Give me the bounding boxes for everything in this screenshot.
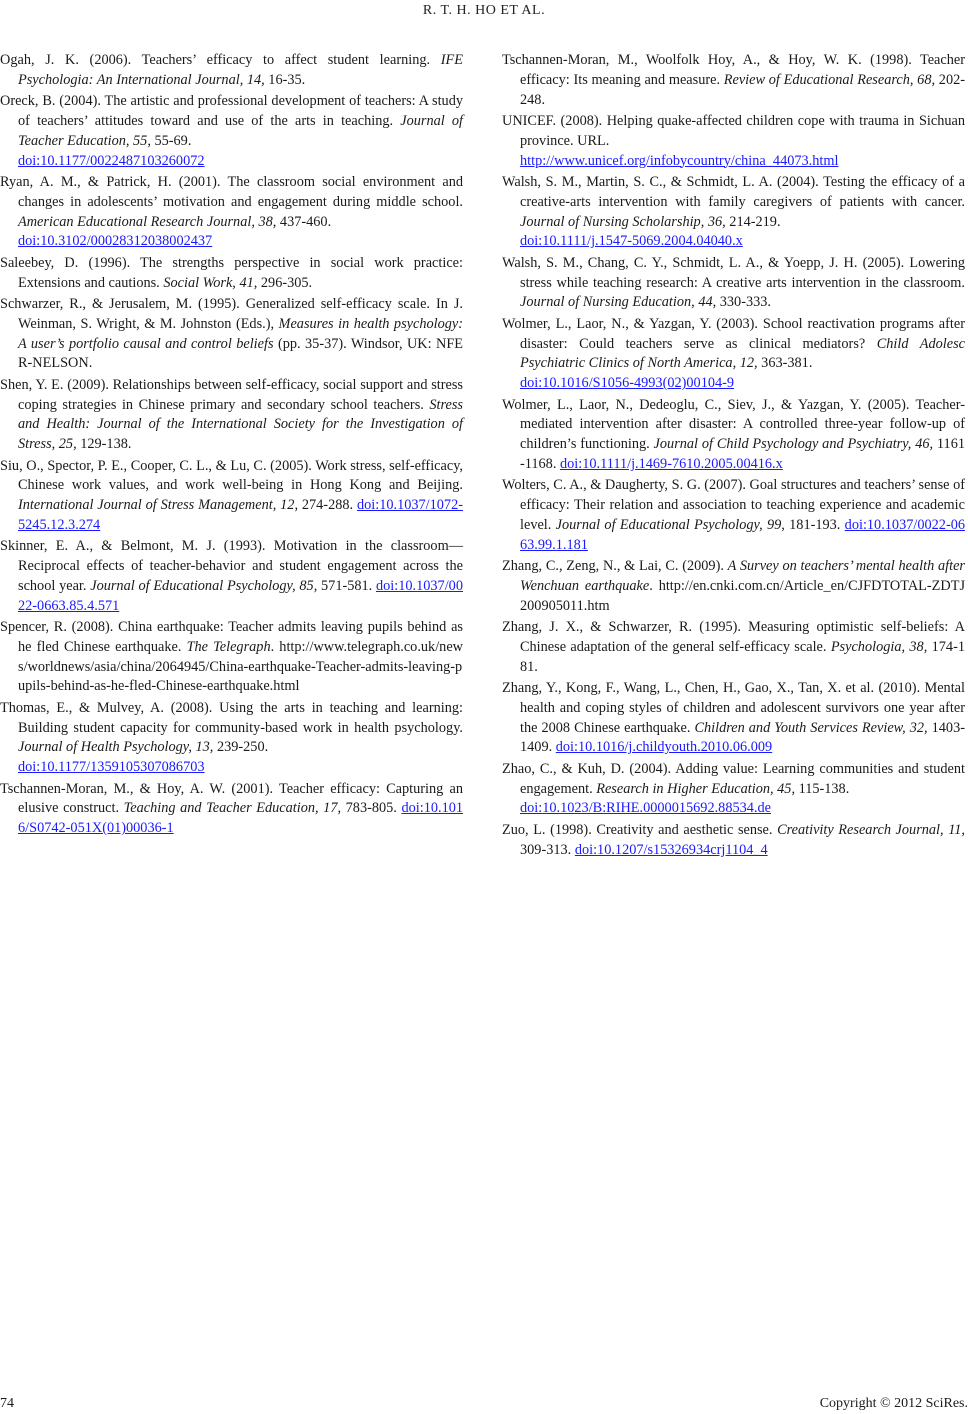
reference-entry: [502, 618, 965, 677]
reference-text: Thomas, E., & Mulvey, A. (2008). Using the arts in teaching and learning: Building student capacity for community-based work in health psychology.: [0, 699, 463, 736]
reference-source: Journal of Teacher Education, 55,: [18, 112, 464, 149]
reference-details: 214-219.: [725, 213, 781, 230]
reference-text: Oreck, B. (2004). The artistic and professional development of teachers: A study of teachers’ attitudes toward and use of the arts in teaching.: [0, 93, 463, 129]
reference-details: (pp. 35-37). Windsor, UK: NFER-NELSON.: [18, 335, 464, 372]
reference-text: Wolmer, L., Laor, N., Dedeoglu, C., Siev, J., & Yazgan, Y. (2005). Teacher-mediated intervention after disaster: A controlled three-year follow-up of children’s functioning.: [502, 396, 965, 453]
reference-details: 129-138.: [76, 436, 132, 453]
reference-source: Child Adolesc Psychiatric Clinics of North America, 12,: [520, 335, 965, 372]
reference-doi-link[interactable]: doi:10.3102/00028312038002437: [18, 233, 213, 250]
reference-text: Walsh, S. M., Chang, C. Y., Schmidt, L. A., & Yoepp, J. H. (2005). Lowering stress while teaching research: A creative arts intervention in the classroom.: [502, 254, 965, 291]
reference-text: Skinner, E. A., & Belmont, M. J. (1993). Motivation in the classroom—Reciprocal effects of teacher-behavior and student engagement across the school year.: [0, 538, 463, 594]
reference-doi-link[interactable]: doi:10.1037/1072-5245.12.3.274: [18, 497, 463, 533]
reference-doi-link[interactable]: doi:10.1177/1359105307086703: [18, 759, 205, 776]
reference-details: . http://www.telegraph.co.uk/news/worldnews/asia/china/2064945/China-earthquake-Teacher-admits-leaving-pupils-behind-as-he-fled-Chinese-earthquake.html: [18, 638, 463, 695]
reference-entry: [502, 173, 965, 252]
reference-text: Ogah, J. K. (2006). Teachers’ efficacy to affect student learning.: [0, 52, 441, 68]
reference-entry: [0, 376, 463, 455]
reference-text: Wolmer, L., Laor, N., & Yazgan, Y. (2003). School reactivation programs after disaster: Could teachers serve as clinical mediators?: [502, 315, 965, 352]
reference-entry: [502, 557, 965, 616]
reference-details: 239-250.: [213, 739, 269, 756]
reference-text: Zuo, L. (1998). Creativity and aesthetic sense.: [502, 821, 778, 838]
reference-text: Saleebey, D. (1996). The strengths perspective in social work practice: Extensions and cautions.: [0, 254, 463, 291]
reference-details: 274-288.: [298, 497, 357, 514]
reference-source: A Survey on teachers’ mental health after Wenchuan earthquake: [520, 558, 965, 594]
reference-source: Measures in health psychology: A user’s portfolio causal and control beliefs: [18, 315, 463, 352]
reference-details: 363-381.: [757, 355, 813, 372]
reference-text: Zhang, J. X., & Schwarzer, R. (1995). Measuring optimistic self-beliefs: A Chinese adaptation of the general self-efficacy scale.: [502, 619, 965, 655]
reference-entry: [502, 112, 965, 171]
reference-doi-link[interactable]: doi:10.1016/S1056-4993(02)00104-9: [520, 375, 735, 392]
reference-source: Journal of Child Psychology and Psychiatry, 46,: [653, 436, 934, 453]
reference-details: 309-313.: [520, 841, 575, 858]
reference-entry: [502, 476, 965, 555]
reference-source: IFE Psychologia: An International Journal, 14,: [18, 52, 463, 88]
reference-text: Ryan, A. M., & Patrick, H. (2001). The classroom social environment and changes in adolescents’ motivation and engagement during middle school.: [0, 173, 463, 210]
reference-source: Psychologia, 38,: [830, 638, 928, 655]
reference-details: 115-138.: [795, 780, 850, 797]
reference-source: International Journal of Stress Management, 12,: [18, 497, 299, 514]
reference-details: 330-333.: [716, 294, 771, 311]
reference-source: Journal of Educational Psychology, 99,: [555, 516, 785, 533]
reference-entry: [502, 396, 965, 475]
page-number: 74: [0, 1396, 14, 1411]
reference-entry: [0, 254, 463, 294]
running-head: R. T. H. HO ET AL.: [422, 3, 546, 18]
reference-doi-link[interactable]: doi:10.1207/s15326934crj1104_4: [574, 841, 768, 858]
reference-source: Review of Educational Research, 68,: [723, 71, 936, 88]
copyright-notice: Copyright © 2012 SciRes.: [819, 1396, 968, 1411]
reference-entry: [0, 780, 463, 839]
reference-entry: [0, 537, 463, 616]
reference-text: UNICEF. (2008). Helping quake-affected children cope with trauma in Sichuan province. URL.: [502, 112, 965, 149]
reference-entry: [0, 92, 463, 171]
reference-source: Journal of Educational Psychology, 85,: [90, 577, 318, 594]
reference-doi-link[interactable]: doi:10.1177/0022487103260072: [18, 152, 205, 169]
reference-doi-link[interactable]: doi:10.1023/B:RIHE.0000015692.88534.de: [520, 800, 771, 817]
reference-source: Stress and Health: Journal of the International Society for the Investigation of Stress, 25,: [18, 396, 463, 453]
reference-text: Zhang, C., Zeng, N., & Lai, C. (2009).: [502, 558, 728, 575]
reference-details: . http://en.cnki.com.cn/Article_en/CJFDTOTAL-ZDTJ200905011.htm: [520, 577, 966, 614]
reference-source: Teaching and Teacher Education, 17,: [123, 800, 342, 817]
reference-source: Journal of Nursing Scholarship, 36,: [520, 213, 726, 230]
reference-entry: [502, 821, 965, 861]
reference-doi-link[interactable]: doi:10.1037/0022-0663.85.4.571: [18, 577, 463, 614]
reference-source: American Educational Research Journal, 38,: [18, 213, 277, 230]
reference-doi-link[interactable]: doi:10.1016/j.childyouth.2010.06.009: [555, 739, 773, 756]
reference-text: Siu, O., Spector, P. E., Cooper, C. L., & Lu, C. (2005). Work stress, self-efficacy, Chinese work values, and work well-being in Hong Kong and Beijing.: [0, 457, 463, 494]
reference-doi-link[interactable]: doi:10.1037/0022-0663.99.1.181: [520, 516, 966, 553]
reference-source: Social Work, 41,: [163, 274, 258, 291]
reference-entry: [0, 295, 463, 374]
reference-source: Children and Youth Services Review, 32,: [694, 719, 928, 736]
reference-details: 296-305.: [257, 274, 313, 291]
reference-source: Creativity Research Journal, 11,: [777, 821, 965, 838]
reference-text: Wolters, C. A., & Daugherty, S. G. (2007). Goal structures and teachers’ sense of efficacy: Their relation and association to teaching experience and academic level.: [502, 477, 965, 533]
reference-details: 174-181.: [520, 638, 965, 675]
reference-doi-link[interactable]: doi:10.1111/j.1469-7610.2005.00416.x: [559, 455, 783, 472]
reference-source: Journal of Health Psychology, 13,: [18, 739, 214, 756]
reference-text: Zhao, C., & Kuh, D. (2004). Adding value: Learning communities and student engagement.: [502, 760, 965, 797]
reference-source: Journal of Nursing Education, 44,: [520, 294, 717, 311]
reference-entry: [502, 760, 965, 819]
reference-details: 571-581.: [317, 577, 376, 594]
reference-entry: [0, 173, 463, 252]
reference-text: Walsh, S. M., Martin, S. C., & Schmidt, L. A. (2004). Testing the efficacy of a creative-arts intervention with family caregivers of patients with cancer.: [502, 173, 965, 210]
reference-text: Schwarzer, R., & Jerusalem, M. (1995). Generalized self-efficacy scale. In J. Weinman, S. Wright, & M. Johnston (Eds.),: [0, 295, 463, 332]
reference-entry: [502, 254, 965, 313]
reference-text: Spencer, R. (2008). China earthquake: Teacher admits leaving pupils behind as he fled Chinese earthquake.: [0, 619, 463, 655]
reference-text: Zhang, Y., Kong, F., Wang, L., Chen, H., Gao, X., Tan, X. et al. (2010). Mental health and coping styles of children and adolescent survivors one year after the 2008 Chinese earthquake.: [502, 680, 965, 736]
reference-text: Shen, Y. E. (2009). Relationships between self-efficacy, social support and stress coping strategies in Chinese primary and secondary school teachers.: [0, 376, 463, 413]
reference-text: Tschannen-Moran, M., & Hoy, A. W. (2001). Teacher efficacy: Capturing an elusive construct.: [0, 780, 463, 817]
references-left-column: [0, 51, 463, 841]
reference-entry: [0, 699, 463, 778]
reference-entry: [502, 51, 965, 110]
reference-text: Tschannen-Moran, M., Woolfolk Hoy, A., & Hoy, W. K. (1998). Teacher efficacy: Its meaning and measure.: [502, 52, 965, 88]
reference-entry: [502, 679, 965, 758]
reference-details: 1403-1409.: [520, 719, 965, 756]
reference-details: 181-193.: [784, 516, 845, 533]
reference-details: 55-69.: [150, 132, 192, 149]
reference-source: Research in Higher Education, 45,: [596, 780, 796, 797]
reference-details: 202-248.: [520, 71, 965, 108]
reference-doi-link[interactable]: doi:10.1111/j.1547-5069.2004.04040.x: [520, 233, 743, 250]
reference-details: 1161-1168.: [520, 436, 965, 472]
reference-source: The Telegraph: [186, 638, 271, 655]
reference-doi-link[interactable]: doi:10.1016/S0742-051X(01)00036-1: [18, 800, 464, 837]
reference-details: 437-460.: [276, 213, 332, 230]
reference-details: 783-805.: [341, 800, 402, 817]
reference-details: 16-35.: [264, 71, 306, 88]
reference-entry: [0, 457, 463, 536]
references-right-column: [502, 51, 965, 862]
reference-entry: [0, 618, 463, 697]
reference-entry: [0, 51, 463, 91]
reference-entry: [502, 315, 965, 394]
reference-doi-link[interactable]: http://www.unicef.org/infobycountry/china_44073.html: [520, 152, 839, 169]
